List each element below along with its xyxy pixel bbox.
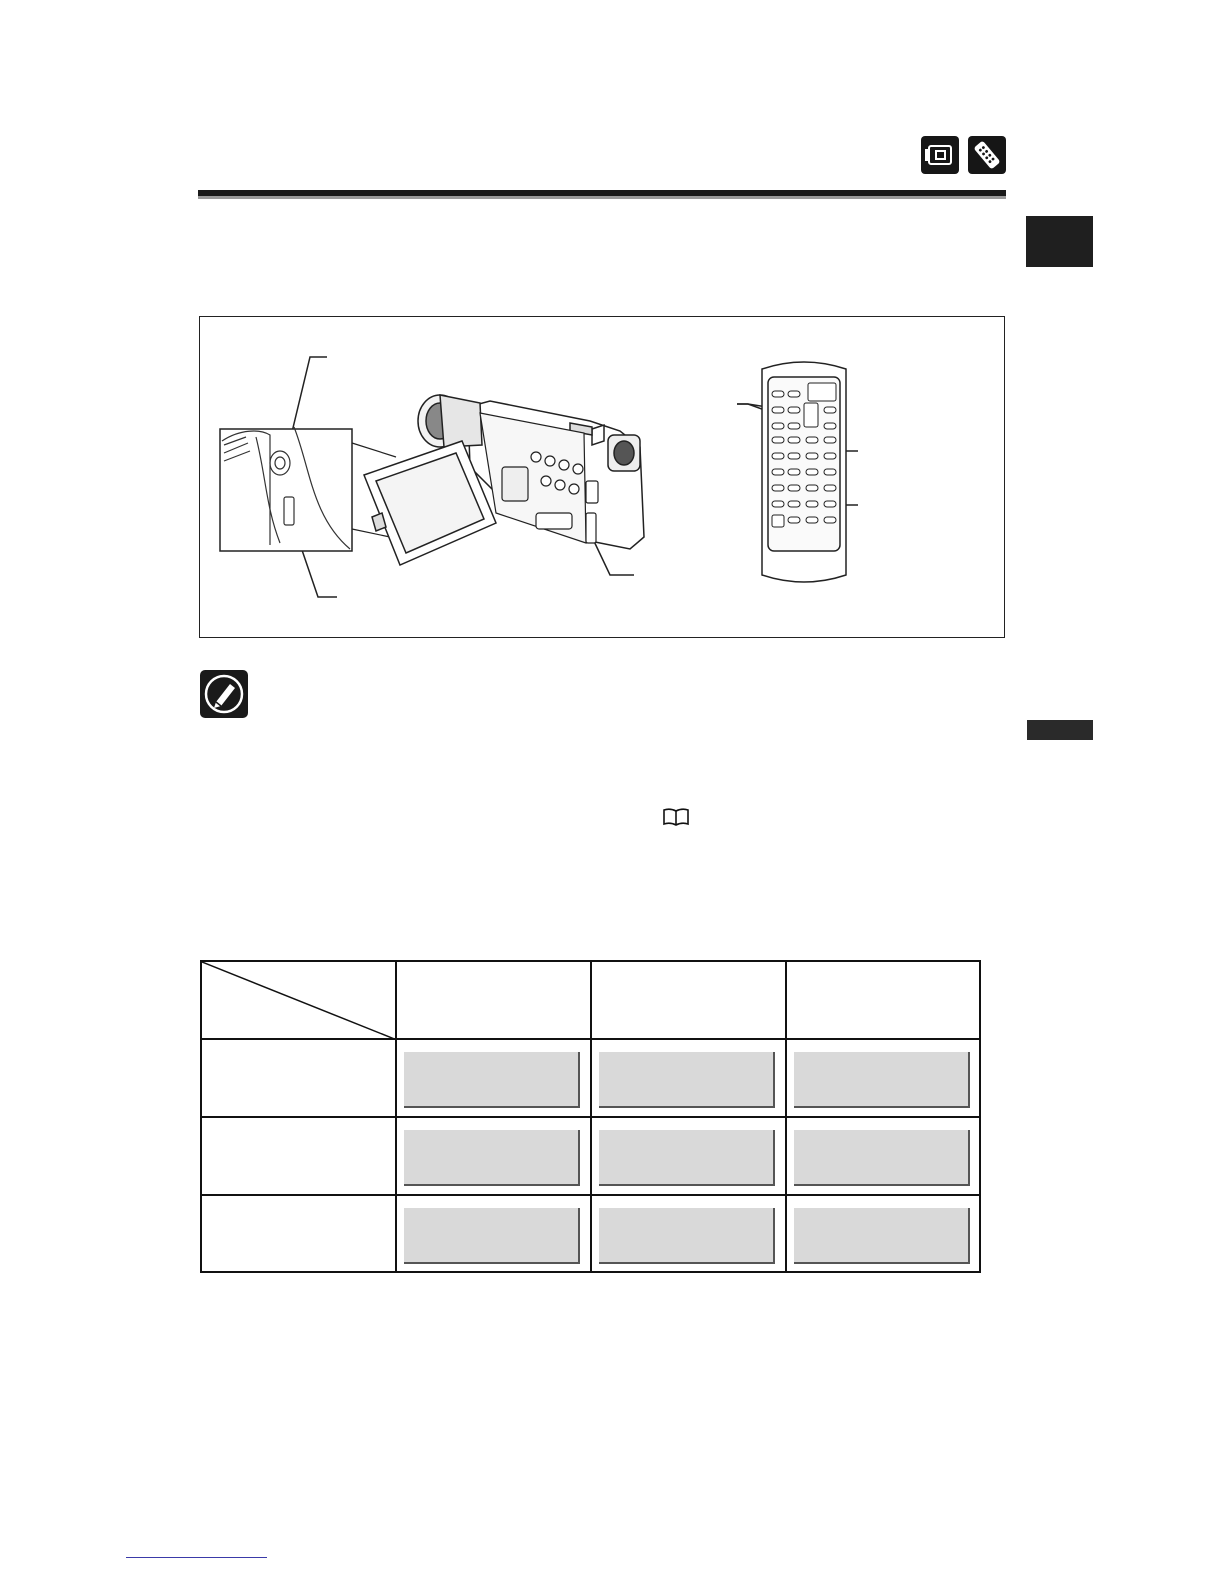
screen-cell: [794, 1052, 970, 1108]
table-row-divider: [202, 1116, 979, 1118]
screen-cell: [794, 1130, 970, 1186]
camcorder-illustration: [200, 317, 1006, 639]
table-corner-diagonal: [202, 962, 397, 1040]
pencil-note-icon: [200, 670, 248, 718]
footer-rule: [126, 1557, 267, 1558]
chapter-tab: [1026, 216, 1093, 267]
table-row-divider: [202, 1038, 979, 1040]
title-rule-shadow: [198, 196, 1006, 199]
screen-cell: [599, 1052, 775, 1108]
camcorder-mode-icon: [921, 136, 959, 174]
screen-cell: [794, 1208, 970, 1264]
remote-control-icon: [968, 136, 1006, 174]
screen-cell: [404, 1130, 580, 1186]
figure-box: [199, 316, 1005, 638]
section-tab: [1027, 720, 1093, 740]
screen-cell: [599, 1208, 775, 1264]
screen-cell: [599, 1130, 775, 1186]
display-table: [200, 960, 981, 1273]
table-row-divider: [202, 1194, 979, 1196]
screen-cell: [404, 1052, 580, 1108]
book-icon: [662, 808, 690, 826]
screen-cell: [404, 1208, 580, 1264]
